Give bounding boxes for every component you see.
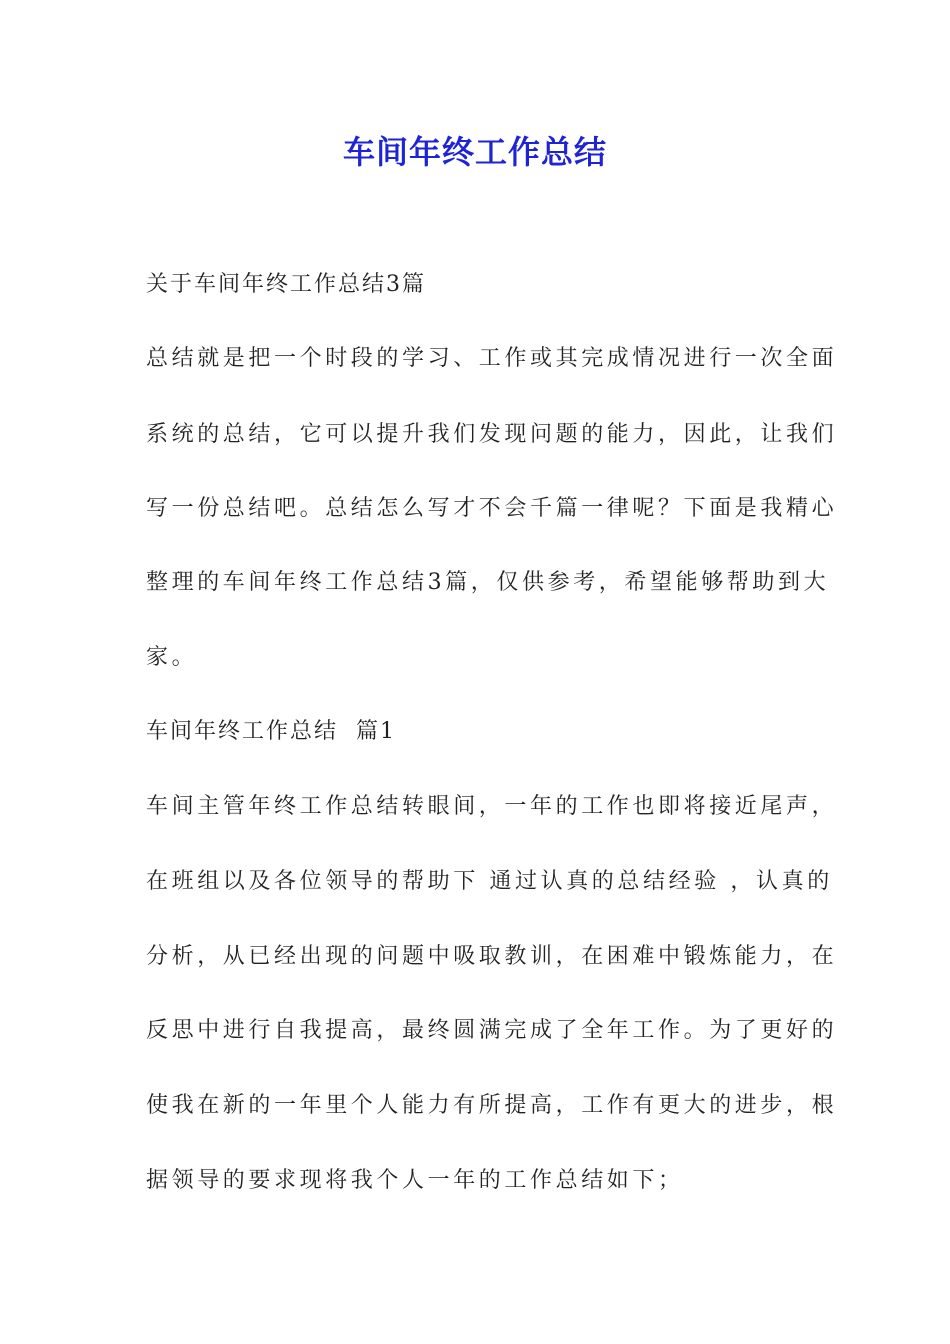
intro-line: 家。	[146, 645, 198, 670]
body-line: 分析，从已经出现的问题中吸取教训，在困难中锻炼能力，在	[146, 944, 838, 969]
intro-line: 系统的总结，它可以提升我们发现问题的能力，因此，让我们	[146, 422, 838, 447]
body-line: 使我在新的一年里个人能力有所提高，工作有更大的进步，根	[146, 1093, 838, 1118]
intro-line: 总结就是把一个时段的学习、工作或其完成情况进行一次全面	[146, 346, 838, 371]
intro-line: 写一份总结吧。总结怎么写才不会千篇一律呢？下面是我精心	[146, 496, 838, 521]
section-heading: 车间年终工作总结 篇1	[146, 719, 396, 744]
body-line: 在班组以及各位领导的帮助下 通过认真的总结经验 ，认真的	[146, 869, 833, 894]
body-line: 车间主管年终工作总结转眼间，一年的工作也即将接近尾声，	[146, 794, 838, 819]
body-line: 据领导的要求现将我个人一年的工作总结如下；	[146, 1168, 684, 1193]
intro-line: 整理的车间年终工作总结3篇，仅供参考，希望能够帮助到大	[146, 570, 830, 595]
document-subtitle: 关于车间年终工作总结3篇	[146, 272, 426, 297]
body-line: 反思中进行自我提高，最终圆满完成了全年工作。为了更好的	[146, 1018, 838, 1043]
document-title: 车间年终工作总结	[342, 133, 607, 171]
